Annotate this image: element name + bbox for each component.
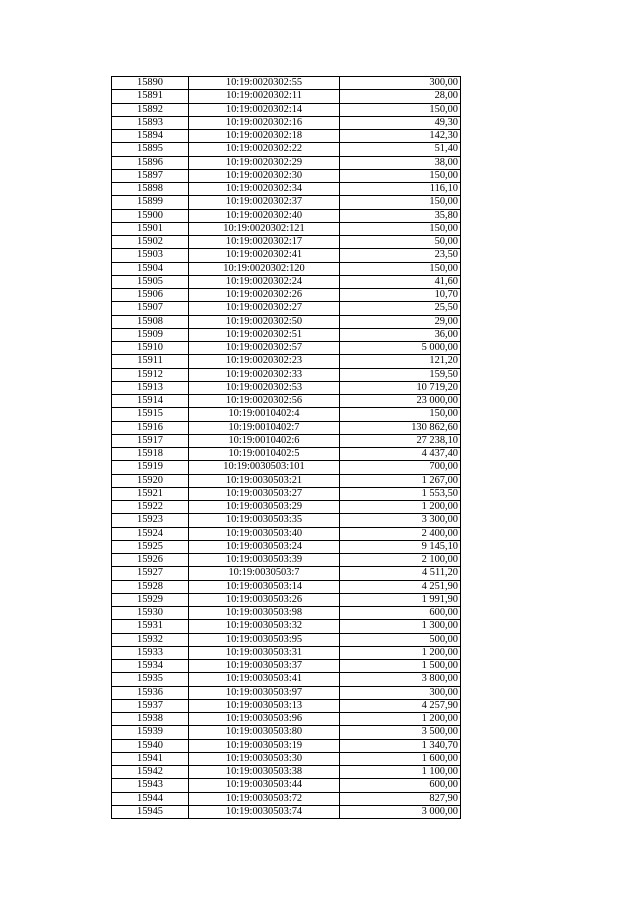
area-value-cell: 36,00	[340, 328, 461, 341]
cadastral-number-cell: 10:19:0030503:26	[189, 593, 340, 606]
table-row	[112, 686, 461, 699]
row-number-cell: 15919	[112, 461, 189, 474]
table-row	[112, 262, 461, 275]
cadastral-number-cell: 10:19:0020302:40	[189, 209, 340, 222]
table-row	[112, 448, 461, 461]
area-value-cell: 700,00	[340, 461, 461, 474]
row-number-cell: 15926	[112, 554, 189, 567]
cadastral-number-cell: 10:19:0030503:19	[189, 739, 340, 752]
area-value-cell: 3 000,00	[340, 805, 461, 818]
table-row	[112, 328, 461, 341]
cadastral-number-cell: 10:19:0020302:14	[189, 103, 340, 116]
row-number-cell: 15938	[112, 713, 189, 726]
table-row	[112, 461, 461, 474]
row-number-cell: 15933	[112, 646, 189, 659]
table-row	[112, 501, 461, 514]
row-number-cell: 15918	[112, 448, 189, 461]
row-number-cell: 15924	[112, 527, 189, 540]
table-row	[112, 805, 461, 818]
row-number-cell: 15908	[112, 315, 189, 328]
table-row	[112, 739, 461, 752]
cadastral-number-cell: 10:19:0020302:17	[189, 236, 340, 249]
row-number-cell: 15895	[112, 143, 189, 156]
row-number-cell: 15898	[112, 183, 189, 196]
table-row	[112, 646, 461, 659]
area-value-cell: 1 600,00	[340, 752, 461, 765]
cadastral-number-cell: 10:19:0030503:37	[189, 660, 340, 673]
area-value-cell: 1 100,00	[340, 766, 461, 779]
cadastral-number-cell: 10:19:0020302:33	[189, 368, 340, 381]
cadastral-number-cell: 10:19:0030503:30	[189, 752, 340, 765]
table-row	[112, 660, 461, 673]
row-number-cell: 15944	[112, 792, 189, 805]
cadastral-number-cell: 10:19:0030503:21	[189, 474, 340, 487]
table-row	[112, 143, 461, 156]
cadastral-number-cell: 10:19:0030503:98	[189, 607, 340, 620]
row-number-cell: 15891	[112, 90, 189, 103]
row-number-cell: 15941	[112, 752, 189, 765]
area-value-cell: 29,00	[340, 315, 461, 328]
cadastral-number-cell: 10:19:0030503:38	[189, 766, 340, 779]
area-value-cell: 300,00	[340, 686, 461, 699]
table-row	[112, 593, 461, 606]
cadastral-number-cell: 10:19:0030503:31	[189, 646, 340, 659]
area-value-cell: 159,50	[340, 368, 461, 381]
table-row	[112, 169, 461, 182]
cadastral-number-cell: 10:19:0020302:22	[189, 143, 340, 156]
table-row	[112, 620, 461, 633]
cadastral-number-cell: 10:19:0020302:34	[189, 183, 340, 196]
table-row	[112, 249, 461, 262]
table-row	[112, 196, 461, 209]
area-value-cell: 1 267,00	[340, 474, 461, 487]
cadastral-number-cell: 10:19:0030503:44	[189, 779, 340, 792]
document-page	[111, 76, 461, 819]
area-value-cell: 1 200,00	[340, 501, 461, 514]
table-row	[112, 289, 461, 302]
table-row	[112, 355, 461, 368]
table-row	[112, 236, 461, 249]
area-value-cell: 50,00	[340, 236, 461, 249]
row-number-cell: 15942	[112, 766, 189, 779]
cadastral-number-cell: 10:19:0030503:96	[189, 713, 340, 726]
area-value-cell: 150,00	[340, 262, 461, 275]
area-value-cell: 1 300,00	[340, 620, 461, 633]
row-number-cell: 15923	[112, 514, 189, 527]
row-number-cell: 15903	[112, 249, 189, 262]
area-value-cell: 3 500,00	[340, 726, 461, 739]
table-row	[112, 103, 461, 116]
table-row	[112, 726, 461, 739]
table-row	[112, 130, 461, 143]
area-value-cell: 121,20	[340, 355, 461, 368]
area-value-cell: 600,00	[340, 607, 461, 620]
row-number-cell: 15928	[112, 580, 189, 593]
cadastral-number-cell: 10:19:0020302:30	[189, 169, 340, 182]
area-value-cell: 1 991,90	[340, 593, 461, 606]
area-value-cell: 1 200,00	[340, 646, 461, 659]
cadastral-number-cell: 10:19:0030503:29	[189, 501, 340, 514]
row-number-cell: 15896	[112, 156, 189, 169]
area-value-cell: 150,00	[340, 169, 461, 182]
row-number-cell: 15893	[112, 116, 189, 129]
area-value-cell: 2 400,00	[340, 527, 461, 540]
cadastral-number-cell: 10:19:0030503:74	[189, 805, 340, 818]
cadastral-number-cell: 10:19:0030503:24	[189, 540, 340, 553]
row-number-cell: 15905	[112, 275, 189, 288]
cadastral-number-cell: 10:19:0030503:80	[189, 726, 340, 739]
area-value-cell: 1 200,00	[340, 713, 461, 726]
row-number-cell: 15932	[112, 633, 189, 646]
cadastral-number-cell: 10:19:0020302:50	[189, 315, 340, 328]
table-row	[112, 699, 461, 712]
cadastral-number-cell: 10:19:0010402:4	[189, 408, 340, 421]
table-row	[112, 275, 461, 288]
cadastral-number-cell: 10:19:0020302:53	[189, 381, 340, 394]
area-value-cell: 300,00	[340, 77, 461, 90]
cadastral-number-cell: 10:19:0030503:101	[189, 461, 340, 474]
cadastral-number-cell: 10:19:0020302:26	[189, 289, 340, 302]
row-number-cell: 15936	[112, 686, 189, 699]
row-number-cell: 15901	[112, 222, 189, 235]
row-number-cell: 15899	[112, 196, 189, 209]
area-value-cell: 500,00	[340, 633, 461, 646]
row-number-cell: 15915	[112, 408, 189, 421]
table-row	[112, 673, 461, 686]
row-number-cell: 15935	[112, 673, 189, 686]
row-number-cell: 15940	[112, 739, 189, 752]
table-row	[112, 209, 461, 222]
area-value-cell: 35,80	[340, 209, 461, 222]
area-value-cell: 10 719,20	[340, 381, 461, 394]
area-value-cell: 4 251,90	[340, 580, 461, 593]
area-value-cell: 150,00	[340, 408, 461, 421]
area-value-cell: 51,40	[340, 143, 461, 156]
row-number-cell: 15894	[112, 130, 189, 143]
area-value-cell: 1 340,70	[340, 739, 461, 752]
table-row	[112, 408, 461, 421]
area-value-cell: 4 257,90	[340, 699, 461, 712]
row-number-cell: 15906	[112, 289, 189, 302]
cadastral-number-cell: 10:19:0030503:95	[189, 633, 340, 646]
row-number-cell: 15907	[112, 302, 189, 315]
table-row	[112, 90, 461, 103]
table-row	[112, 302, 461, 315]
cadastral-number-cell: 10:19:0010402:5	[189, 448, 340, 461]
row-number-cell: 15930	[112, 607, 189, 620]
area-value-cell: 10,70	[340, 289, 461, 302]
cadastral-number-cell: 10:19:0030503:72	[189, 792, 340, 805]
table-row	[112, 752, 461, 765]
area-value-cell: 150,00	[340, 103, 461, 116]
cadastral-number-cell: 10:19:0030503:35	[189, 514, 340, 527]
area-value-cell: 28,00	[340, 90, 461, 103]
row-number-cell: 15897	[112, 169, 189, 182]
area-value-cell: 130 862,60	[340, 421, 461, 434]
cadastral-number-cell: 10:19:0020302:121	[189, 222, 340, 235]
area-value-cell: 27 238,10	[340, 434, 461, 447]
land-plot-table	[111, 76, 461, 819]
cadastral-number-cell: 10:19:0020302:11	[189, 90, 340, 103]
area-value-cell: 25,50	[340, 302, 461, 315]
area-value-cell: 600,00	[340, 779, 461, 792]
table-row	[112, 474, 461, 487]
row-number-cell: 15902	[112, 236, 189, 249]
table-row	[112, 633, 461, 646]
row-number-cell: 15912	[112, 368, 189, 381]
cadastral-number-cell: 10:19:0030503:39	[189, 554, 340, 567]
cadastral-number-cell: 10:19:0020302:37	[189, 196, 340, 209]
row-number-cell: 15917	[112, 434, 189, 447]
area-value-cell: 4 437,40	[340, 448, 461, 461]
cadastral-number-cell: 10:19:0020302:24	[189, 275, 340, 288]
row-number-cell: 15937	[112, 699, 189, 712]
table-row	[112, 421, 461, 434]
area-value-cell: 41,60	[340, 275, 461, 288]
area-value-cell: 2 100,00	[340, 554, 461, 567]
row-number-cell: 15927	[112, 567, 189, 580]
row-number-cell: 15909	[112, 328, 189, 341]
row-number-cell: 15939	[112, 726, 189, 739]
row-number-cell: 15916	[112, 421, 189, 434]
table-row	[112, 713, 461, 726]
area-value-cell: 1 553,50	[340, 487, 461, 500]
table-row	[112, 779, 461, 792]
table-body	[112, 77, 461, 819]
area-value-cell: 3 800,00	[340, 673, 461, 686]
table-row	[112, 487, 461, 500]
table-row	[112, 222, 461, 235]
area-value-cell: 827,90	[340, 792, 461, 805]
table-row	[112, 554, 461, 567]
row-number-cell: 15921	[112, 487, 189, 500]
table-row	[112, 368, 461, 381]
row-number-cell: 15920	[112, 474, 189, 487]
area-value-cell: 1 500,00	[340, 660, 461, 673]
row-number-cell: 15890	[112, 77, 189, 90]
cadastral-number-cell: 10:19:0030503:41	[189, 673, 340, 686]
cadastral-number-cell: 10:19:0020302:51	[189, 328, 340, 341]
row-number-cell: 15934	[112, 660, 189, 673]
cadastral-number-cell: 10:19:0020302:55	[189, 77, 340, 90]
table-row	[112, 183, 461, 196]
table-row	[112, 766, 461, 779]
cadastral-number-cell: 10:19:0030503:14	[189, 580, 340, 593]
cadastral-number-cell: 10:19:0020302:16	[189, 116, 340, 129]
cadastral-number-cell: 10:19:0020302:41	[189, 249, 340, 262]
area-value-cell: 150,00	[340, 222, 461, 235]
row-number-cell: 15904	[112, 262, 189, 275]
table-row	[112, 540, 461, 553]
cadastral-number-cell: 10:19:0030503:40	[189, 527, 340, 540]
row-number-cell: 15945	[112, 805, 189, 818]
table-row	[112, 580, 461, 593]
table-row	[112, 342, 461, 355]
area-value-cell: 142,30	[340, 130, 461, 143]
cadastral-number-cell: 10:19:0030503:97	[189, 686, 340, 699]
table-row	[112, 116, 461, 129]
cadastral-number-cell: 10:19:0020302:23	[189, 355, 340, 368]
row-number-cell: 15900	[112, 209, 189, 222]
table-row	[112, 567, 461, 580]
row-number-cell: 15925	[112, 540, 189, 553]
row-number-cell: 15892	[112, 103, 189, 116]
area-value-cell: 4 511,20	[340, 567, 461, 580]
cadastral-number-cell: 10:19:0020302:120	[189, 262, 340, 275]
cadastral-number-cell: 10:19:0030503:7	[189, 567, 340, 580]
row-number-cell: 15913	[112, 381, 189, 394]
area-value-cell: 116,10	[340, 183, 461, 196]
row-number-cell: 15914	[112, 395, 189, 408]
table-row	[112, 527, 461, 540]
cadastral-number-cell: 10:19:0020302:56	[189, 395, 340, 408]
area-value-cell: 150,00	[340, 196, 461, 209]
area-value-cell: 5 000,00	[340, 342, 461, 355]
area-value-cell: 9 145,10	[340, 540, 461, 553]
cadastral-number-cell: 10:19:0020302:18	[189, 130, 340, 143]
table-row	[112, 381, 461, 394]
table-row	[112, 434, 461, 447]
cadastral-number-cell: 10:19:0020302:57	[189, 342, 340, 355]
cadastral-number-cell: 10:19:0010402:7	[189, 421, 340, 434]
row-number-cell: 15929	[112, 593, 189, 606]
table-row	[112, 77, 461, 90]
table-row	[112, 792, 461, 805]
row-number-cell: 15910	[112, 342, 189, 355]
table-row	[112, 607, 461, 620]
cadastral-number-cell: 10:19:0010402:6	[189, 434, 340, 447]
table-row	[112, 514, 461, 527]
area-value-cell: 23,50	[340, 249, 461, 262]
row-number-cell: 15943	[112, 779, 189, 792]
area-value-cell: 3 300,00	[340, 514, 461, 527]
cadastral-number-cell: 10:19:0030503:13	[189, 699, 340, 712]
table-row	[112, 395, 461, 408]
area-value-cell: 23 000,00	[340, 395, 461, 408]
cadastral-number-cell: 10:19:0030503:27	[189, 487, 340, 500]
area-value-cell: 49,30	[340, 116, 461, 129]
row-number-cell: 15931	[112, 620, 189, 633]
cadastral-number-cell: 10:19:0020302:27	[189, 302, 340, 315]
cadastral-number-cell: 10:19:0020302:29	[189, 156, 340, 169]
table-row	[112, 156, 461, 169]
table-row	[112, 315, 461, 328]
area-value-cell: 38,00	[340, 156, 461, 169]
cadastral-number-cell: 10:19:0030503:32	[189, 620, 340, 633]
row-number-cell: 15911	[112, 355, 189, 368]
row-number-cell: 15922	[112, 501, 189, 514]
